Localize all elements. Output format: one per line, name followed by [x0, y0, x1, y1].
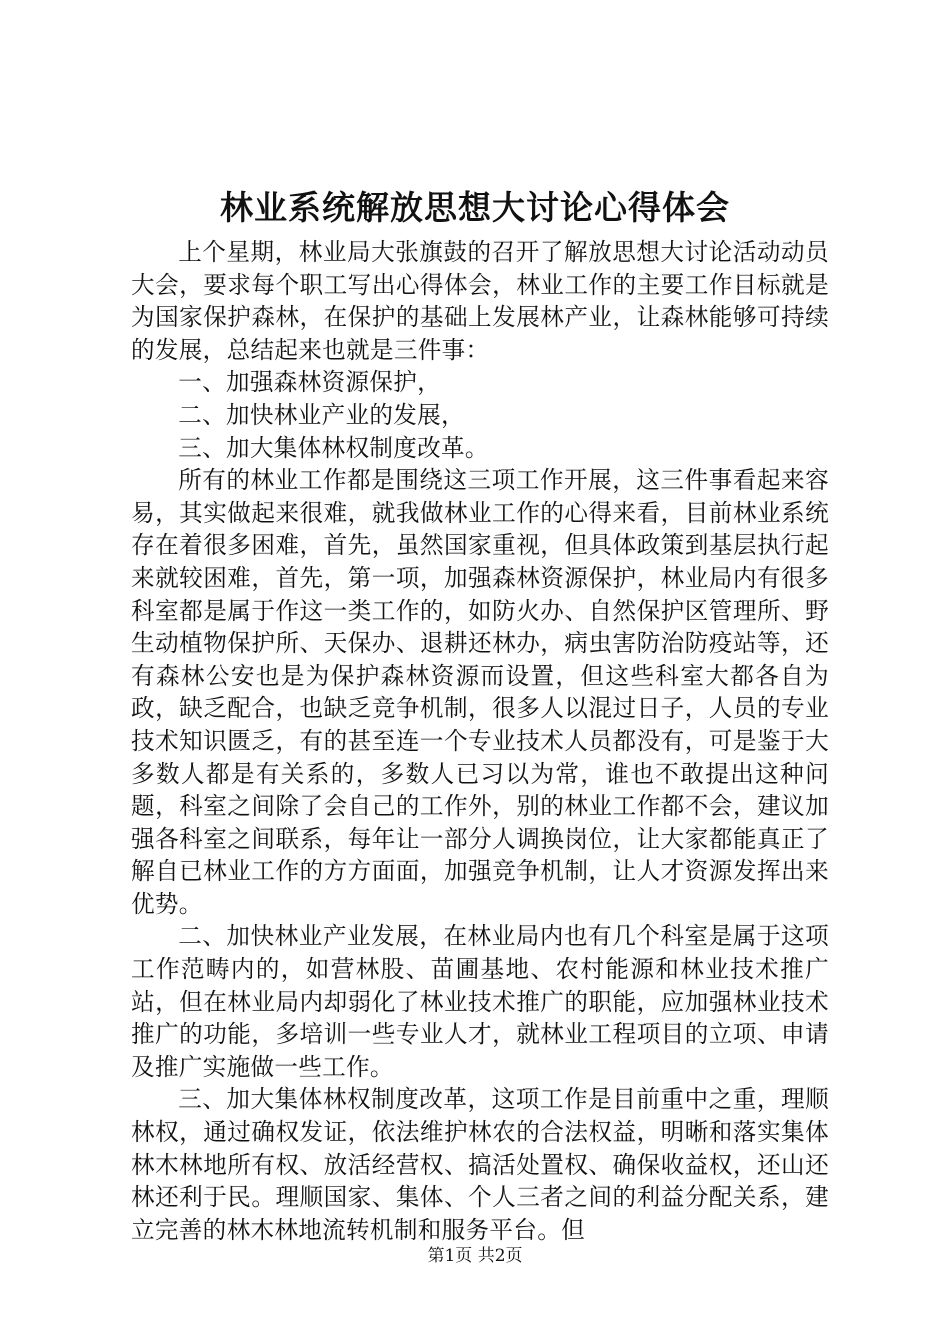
paragraph-industry: 二、加快林业产业发展，在林业局内也有几个科室是属于这项工作范畴内的，如营林股、苗圃基地、农村能源和林业技术推广站，但在林业局内却弱化了林业技术推广的职能，应加强林业技术推广的功能，多培训一些专业人才，就林业工程项目的立项、申请及推广实施做一些工作。 [131, 922, 829, 1081]
document-title: 林业系统解放思想大讨论心得体会 [220, 188, 730, 227]
paragraph-reform: 三、加大集体林权制度改革，这项工作是目前重中之重，理顺林权，通过确权发证，依法维护林农的合法权益，明晰和落实集体林木林地所有权、放活经营权、搞活处置权、确保收益权，还山还林还利于民。理顺国家、集体、个人三者之间的利益分配关系，建立完善的林木林地流转机制和服务平台。但 [131, 1085, 829, 1244]
paragraph-point-1: 一、加强森林资源保护， [178, 368, 442, 397]
paragraph-discussion: 所有的林业工作都是围绕这三项工作开展，这三件事看起来容易，其实做起来很难，就我做林业工作的心得来看，目前林业系统存在着很多困难，首先，虽然国家重视，但具体政策到基层执行起来就较困难，首先，第一项，加强森林资源保护，林业局内有很多科室都是属于作这一类工作的，如防火办、自然保护区管理所、野生动植物保护所、天保办、退耕还林办，病虫害防治防疫站等，还有森林公安也是为保护森林资源而设置，但这些科室大都各自为政，缺乏配合，也缺乏竞争机制，很多人以混过日子，人员的专业技术知识匮乏，有的甚至连一个专业技术人员都没有，可是鉴于大多数人都是有关系的，多数人已习以为常，谁也不敢提出这种问题，科室之间除了会自己的工作外，别的林业工作都不会，建议加强各科室之间联系，每年让一部分人调换岗位，让大家都能真正了解自已林业工作的方方面面，加强竞争机制，让人才资源发挥出来优势。 [131, 466, 829, 918]
paragraph-point-2: 二、加快林业产业的发展， [178, 400, 465, 429]
page-number-footer: 第1页 共2页 [427, 1246, 523, 1266]
document-body [131, 236, 829, 1246]
paragraph-intro: 上个星期，林业局大张旗鼓的召开了解放思想大讨论活动动员大会，要求每个职工写出心得体会，林业工作的主要工作目标就是为国家保护森林，在保护的基础上发展林产业，让森林能够可持续的发展，总结起来也就是三件事： [131, 238, 829, 364]
paragraph-point-3: 三、加大集体林权制度改革。 [178, 433, 489, 462]
